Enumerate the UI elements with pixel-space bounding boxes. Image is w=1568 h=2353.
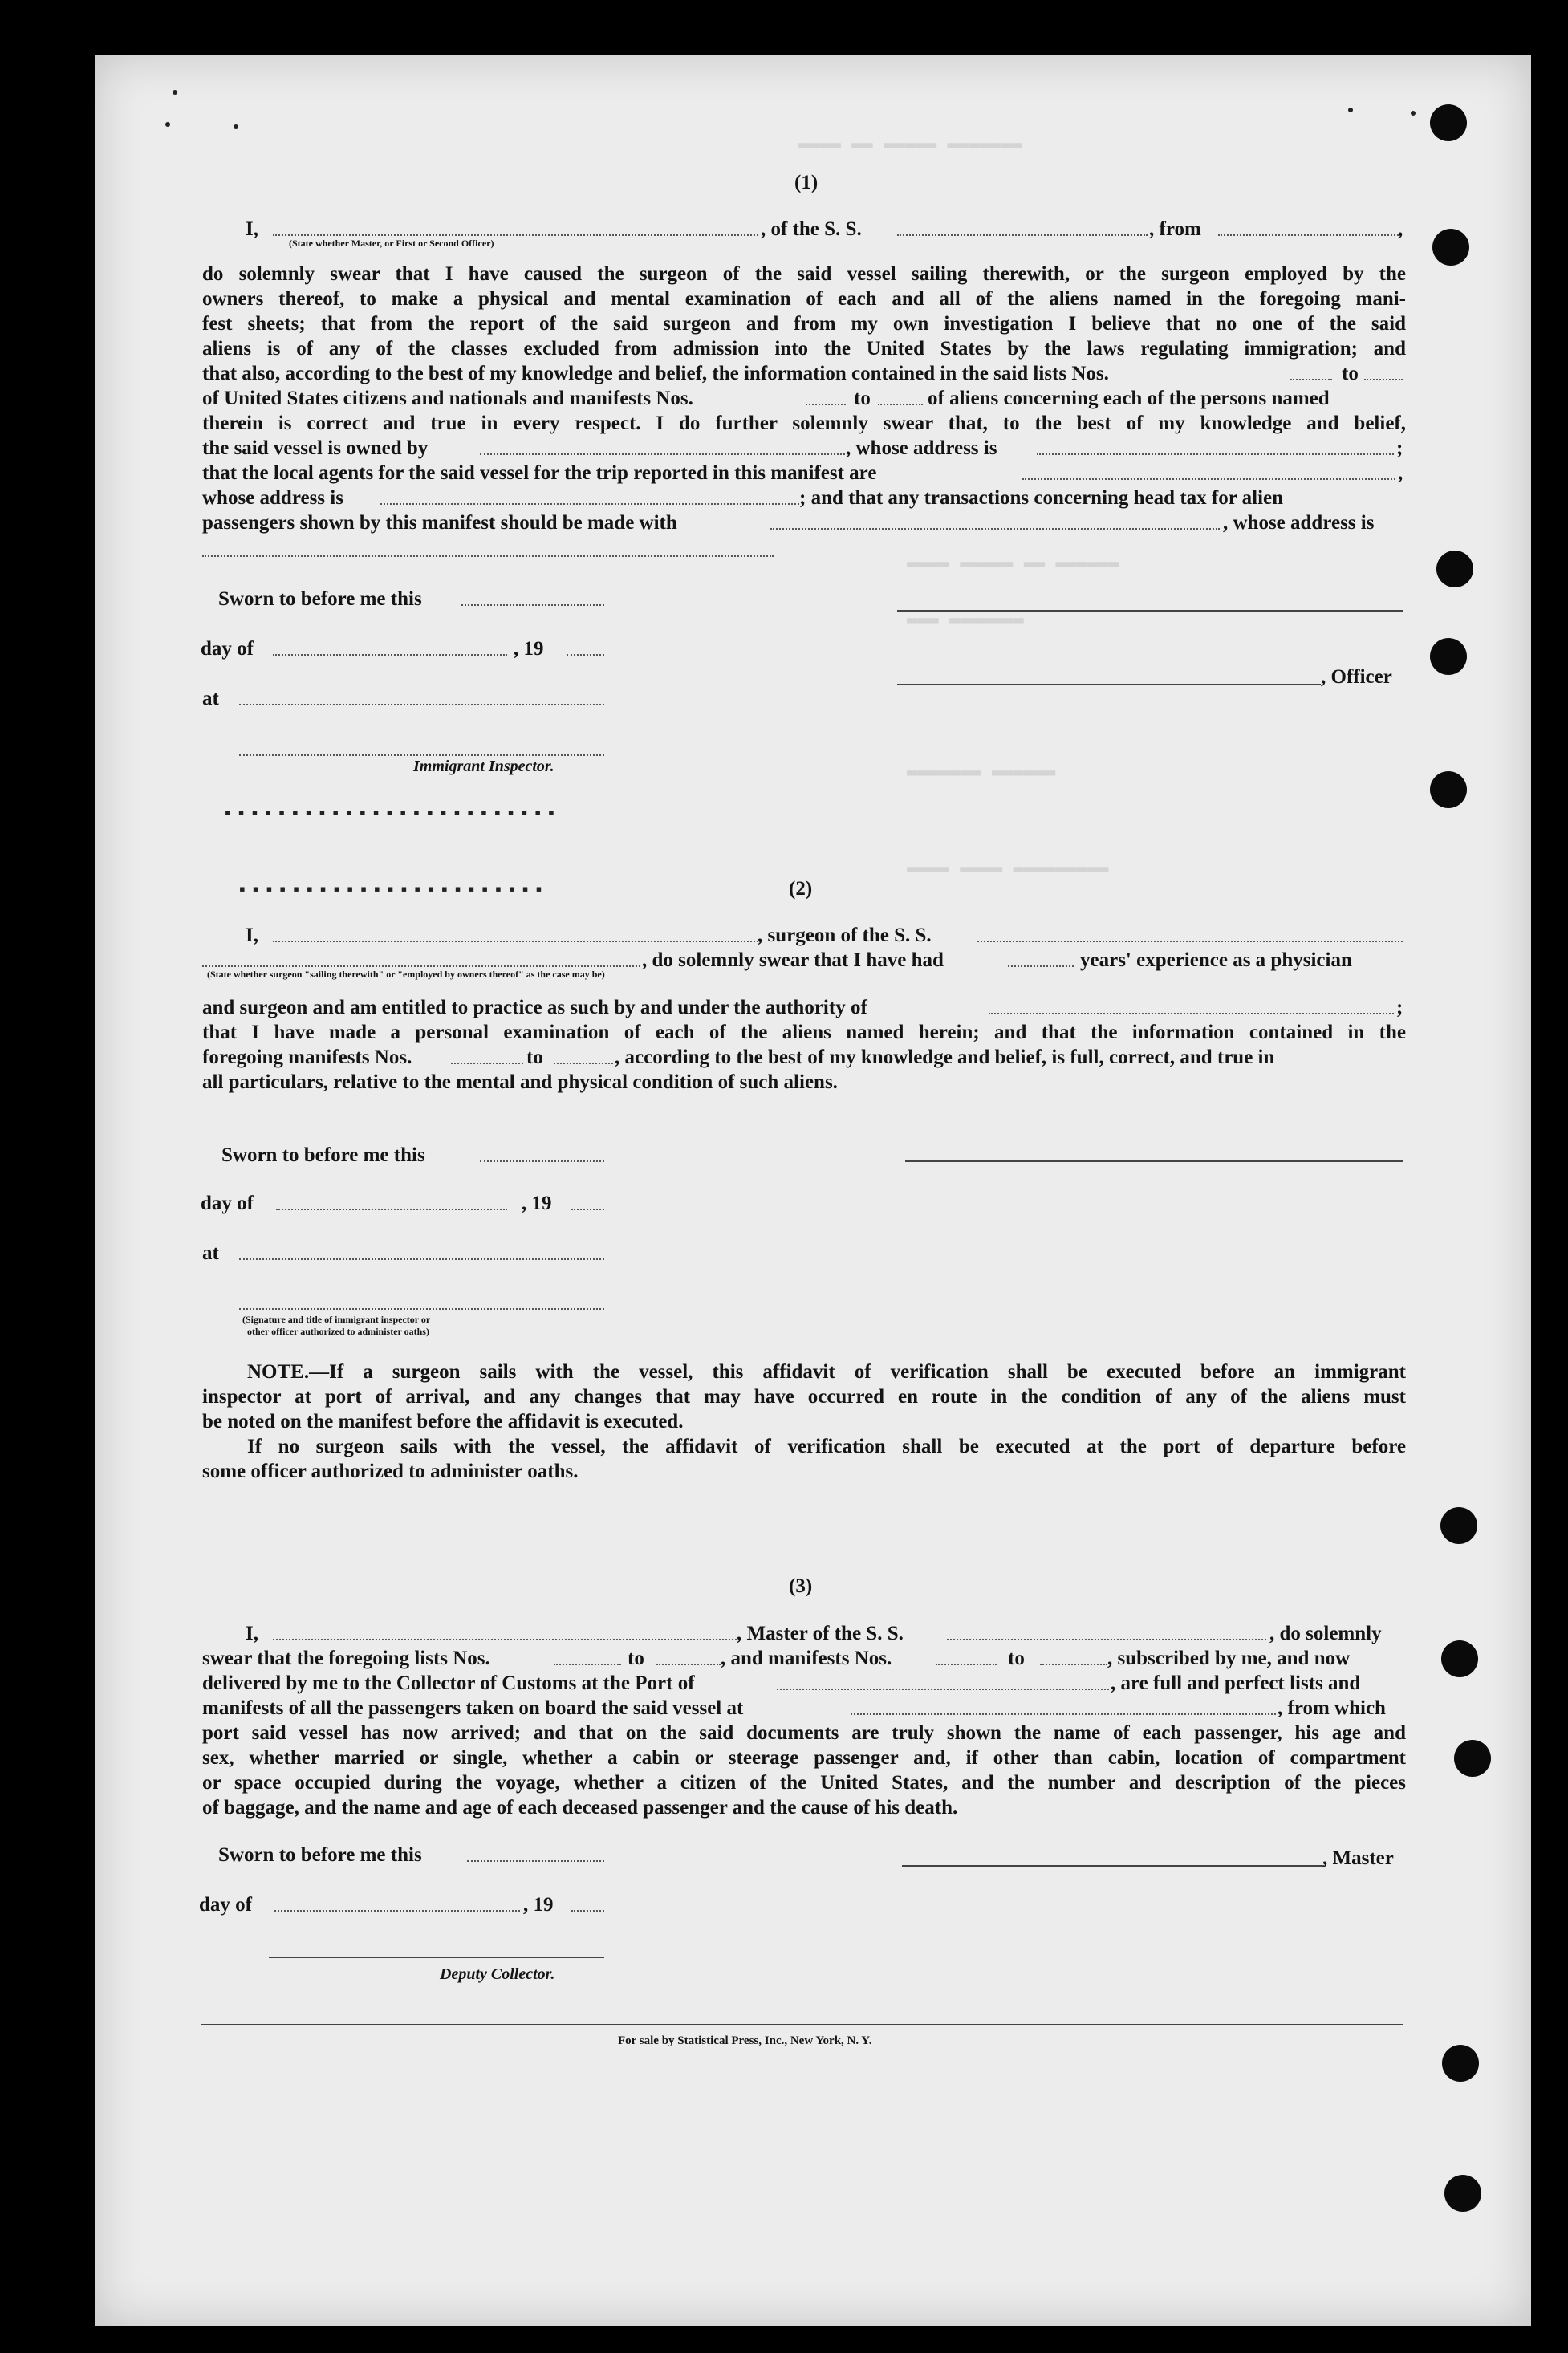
s3-do-solemnly: , do solemnly [1269, 1623, 1382, 1644]
binder-hole [1430, 638, 1467, 675]
divider-dots: ▪▪▪▪▪▪▪▪▪▪▪▪▪▪▪▪▪▪▪▪▪▪▪ [239, 879, 550, 899]
s2-foregoing-b: , according to the best of my knowledge and belief, is full, correct, and true in [615, 1046, 1275, 1068]
s1-agents-line: that the local agents for the said vessel for the trip reported in this manifest are [202, 462, 877, 484]
s2-year: , 19 [522, 1193, 552, 1214]
s3-day-field[interactable] [274, 1910, 520, 1912]
s1-to-2: to [854, 388, 871, 409]
s1-sworn: Sworn to before me this [218, 588, 422, 610]
binder-hole [1436, 551, 1473, 587]
binder-hole [1432, 229, 1469, 266]
binder-hole [1430, 104, 1467, 141]
s1-lists-from-field[interactable] [1290, 379, 1332, 380]
s2-sworn: Sworn to before me this [221, 1144, 425, 1166]
s3-lists-from-field[interactable] [554, 1664, 621, 1665]
s1-officer-field[interactable] [273, 234, 758, 236]
text-line: aliens is of any of the classes excluded from admission into the United States by the laws regulating immigration; and [202, 338, 1406, 360]
s2-surgeon-of: , surgeon of the S. S. [758, 925, 932, 946]
s3-manifests-from-field[interactable] [936, 1664, 997, 1665]
s3-year: , 19 [523, 1894, 554, 1916]
s1-day-field[interactable] [273, 654, 507, 656]
s1-paragraph [202, 262, 1406, 361]
s2-vessel-field[interactable] [977, 941, 1403, 942]
s1-of-ss-label: , of the S. S. [761, 218, 862, 240]
s2-particulars: all particulars, relative to the mental and physical condition of such aliens. [202, 1071, 838, 1093]
s1-manifests-to-field[interactable] [878, 404, 923, 405]
s1-head-tax-field[interactable] [770, 528, 1220, 530]
note-block [202, 1359, 1406, 1484]
s1-owner-address-field[interactable] [1037, 453, 1394, 455]
text-line: do solemnly swear that I have caused the surgeon of the said vessel sailing therewith, or the surgeon employed by the [202, 263, 1406, 285]
note-line: If no surgeon sails with the vessel, the affidavit of verification shall be executed at the port of departure before [247, 1436, 1406, 1457]
s2-manifests-to-field[interactable] [554, 1063, 613, 1064]
s2-semicolon: ; [1396, 997, 1403, 1018]
s3-deputy-label: Deputy Collector. [440, 1965, 555, 1983]
text-line: owners thereof, to make a physical and mental examination of each and all of the aliens named in the foregoing mani- [202, 288, 1406, 310]
s1-year: , 19 [514, 638, 544, 660]
s1-manifests-from-field[interactable] [806, 404, 846, 405]
s3-sworn-date-field[interactable] [467, 1860, 604, 1862]
s3-are-full: , are full and perfect lists and [1111, 1672, 1361, 1694]
s1-from-field[interactable] [1218, 234, 1401, 236]
s2-year-field[interactable] [571, 1209, 604, 1210]
text-line: of baggage, and the name and age of each deceased passenger and the cause of his death. [202, 1797, 958, 1819]
s2-day-of: day of [201, 1193, 254, 1214]
s1-officer-label: , Officer [1321, 666, 1392, 688]
s1-correct-line [202, 411, 1406, 436]
ink-speck [173, 90, 177, 95]
divider-dots: ▪▪▪▪▪▪▪▪▪▪▪▪▪▪▪▪▪▪▪▪▪▪▪▪▪ [225, 803, 562, 823]
s3-subscribed: , subscribed by me, and now [1107, 1648, 1351, 1669]
s3-to-2: to [1008, 1648, 1025, 1669]
s3-port-field[interactable] [777, 1689, 1109, 1690]
s3-delivered: delivered by me to the Collector of Customs at the Port of [202, 1672, 695, 1694]
ink-speck [1411, 111, 1416, 116]
note-line: some officer authorized to administer oaths. [202, 1461, 579, 1482]
s1-head-tax-address-field[interactable] [202, 555, 774, 557]
s1-officer-hint: (State whether Master, or First or Second Officer) [289, 238, 494, 249]
s3-and-manifests: , and manifests Nos. [721, 1648, 892, 1669]
s1-owner-field[interactable] [480, 453, 845, 455]
s1-agents-field[interactable] [1022, 478, 1395, 480]
s1-inspector-label: Immigrant Inspector. [413, 758, 554, 775]
ink-speck [234, 124, 238, 129]
s1-lists-to-field[interactable] [1364, 379, 1403, 380]
s1-year-field[interactable] [567, 654, 604, 656]
s1-to: to [1342, 363, 1359, 384]
s2-i-label: I, [246, 925, 258, 946]
s2-sworn-date-field[interactable] [480, 1160, 604, 1162]
s3-manifests-to-field[interactable] [1040, 1664, 1107, 1665]
s1-also-line: that also, according to the best of my knowledge and belief, the information contained in the said lists Nos. [202, 363, 1109, 384]
s3-i-label: I, [246, 1623, 258, 1644]
s3-lists-to-field[interactable] [656, 1664, 721, 1665]
s3-master-name-field[interactable] [273, 1639, 737, 1640]
s1-comma: , [1398, 218, 1403, 240]
s3-vessel-field[interactable] [947, 1639, 1266, 1640]
binder-hole [1444, 2175, 1481, 2212]
s2-authority-field[interactable] [989, 1013, 1394, 1014]
s2-years-field[interactable] [1008, 965, 1074, 967]
s1-at-field[interactable] [239, 704, 604, 705]
s1-passengers-line: passengers shown by this manifest should be made with [202, 512, 677, 534]
s1-inspector-signature-field[interactable] [239, 754, 604, 756]
s3-to: to [628, 1648, 644, 1669]
s1-sworn-date-field[interactable] [461, 604, 604, 606]
s1-day-of: day of [201, 638, 254, 660]
s1-comma-2: , [1398, 462, 1403, 484]
s2-surgeon-name-field[interactable] [273, 941, 761, 942]
s1-officer-signature-line[interactable] [897, 684, 1321, 685]
note-line: NOTE.—If a surgeon sails with the vessel, this affidavit of verification shall be executed before an immigrant [247, 1361, 1406, 1383]
section-1-number: (1) [794, 172, 819, 193]
s3-master-of: , Master of the S. S. [737, 1623, 904, 1644]
s1-vessel-field[interactable] [897, 234, 1148, 236]
ink-speck [1348, 108, 1353, 112]
binder-hole [1454, 1740, 1491, 1777]
note-line: inspector at port of arrival, and any changes that may have occurred en route in the condition of any of the aliens must [202, 1386, 1406, 1408]
s3-from-which: , from which [1278, 1697, 1386, 1719]
s2-sig-hint-1: (Signature and title of immigrant inspector or [242, 1314, 431, 1325]
s2-sig-hint-2: other officer authorized to administer oaths) [247, 1326, 429, 1337]
text-line: sex, whether married or single, whether a cabin or steerage passenger and, if other than cabin, location of compartment [202, 1747, 1406, 1769]
note-line: be noted on the manifest before the affidavit is executed. [202, 1411, 684, 1433]
s2-day-field[interactable] [276, 1209, 507, 1210]
s1-whose-address-3: , whose address is [1223, 512, 1375, 534]
s2-at-field[interactable] [239, 1258, 604, 1260]
s1-citizens-b: of aliens concerning each of the persons named [928, 388, 1330, 409]
text-line: port said vessel has now arrived; and that on the said documents are truly shown the name of each passenger, his age and [202, 1722, 1406, 1744]
text-line: that I have made a personal examination of each of the aliens named herein; and that the information contained in the [202, 1022, 1406, 1043]
s3-year-field[interactable] [571, 1910, 604, 1912]
s3-master-signature-line[interactable] [902, 1865, 1324, 1867]
s2-at: at [202, 1242, 219, 1264]
bleed-through-text: ▬▬▬▬▬▬▬ ▬▬▬▬▬▬ [907, 762, 1056, 782]
s1-agents-address-field[interactable] [380, 503, 799, 505]
s2-authority: and surgeon and am entitled to practice as such by and under the authority of [202, 997, 867, 1018]
binder-hole [1440, 1507, 1477, 1544]
bleed-through-text: ▬▬▬▬ ▬▬▬▬▬ ▬▬ ▬▬▬▬▬▬ [907, 554, 1119, 574]
s2-swear-a: , do solemnly swear that I have had [642, 949, 944, 971]
s3-manifests-of: manifests of all the passengers taken on board the said vessel at [202, 1697, 744, 1719]
s2-manifests-from-field[interactable] [451, 1063, 523, 1064]
s3-sworn: Sworn to before me this [218, 1844, 422, 1866]
s2-capacity-hint: (State whether surgeon "sailing therewith" or "employed by owners thereof" as the case may be) [207, 969, 605, 980]
bleed-through-text: ▬▬▬▬ ▬▬ ▬▬▬▬▬ ▬▬▬▬▬▬▬ [798, 135, 1022, 155]
s1-at: at [202, 688, 219, 709]
text-line: therein is correct and true in every respect. I do further solemnly swear that, to the best of my knowledge and belief, [202, 412, 1406, 434]
s1-owned-by: the said vessel is owned by [202, 437, 429, 459]
section-3-number: (3) [789, 1575, 813, 1597]
binder-hole [1442, 2045, 1479, 2082]
s2-swear-b: years' experience as a physician [1080, 949, 1352, 971]
footer-imprint: For sale by Statistical Press, Inc., New York, N. Y. [618, 2034, 872, 2047]
s3-swear-a: swear that the foregoing lists Nos. [202, 1648, 490, 1669]
s1-whose-address: , whose address is [846, 437, 997, 459]
s2-capacity-field[interactable] [202, 965, 640, 967]
text-line: or space occupied during the voyage, whether a citizen of the United States, and the number and description of the pieces [202, 1772, 1406, 1794]
s2-exam-line [202, 1020, 1406, 1045]
s1-from-label: , from [1149, 218, 1201, 240]
bleed-through-text: ▬▬▬ ▬▬▬▬▬▬▬ [907, 610, 1024, 630]
s2-foregoing-a: foregoing manifests Nos. [202, 1046, 412, 1068]
s1-semicolon: ; [1396, 437, 1403, 459]
ink-speck [165, 122, 170, 127]
bleed-through-text: ▬▬▬▬ ▬▬▬▬ ▬▬▬▬▬▬▬▬▬ [907, 859, 1109, 879]
s3-master-label: , Master [1322, 1847, 1394, 1869]
s1-head-tax: ; and that any transactions concerning head tax for alien [799, 487, 1284, 509]
s1-whose-address-2: whose address is [202, 487, 343, 509]
s3-port-of-boarding-field[interactable] [851, 1713, 1276, 1715]
footer-rule [201, 2024, 1403, 2025]
s3-deputy-signature-line[interactable] [269, 1957, 604, 1958]
s2-inspector-signature-field[interactable] [239, 1308, 604, 1310]
section-2-number: (2) [789, 878, 813, 900]
s2-to: to [526, 1046, 543, 1068]
s3-paragraph [202, 1721, 1406, 1820]
s3-day-of: day of [199, 1894, 252, 1916]
binder-hole [1430, 771, 1467, 808]
s1-officer-signature-top-line[interactable] [897, 610, 1403, 612]
text-line: fest sheets; that from the report of the said surgeon and from my own investigation I believe that no one of the said [202, 313, 1406, 335]
s1-citizens-a: of United States citizens and nationals and manifests Nos. [202, 388, 693, 409]
s1-i-label: I, [246, 218, 258, 240]
binder-hole [1441, 1640, 1478, 1677]
s2-surgeon-signature-line[interactable] [905, 1160, 1403, 1162]
